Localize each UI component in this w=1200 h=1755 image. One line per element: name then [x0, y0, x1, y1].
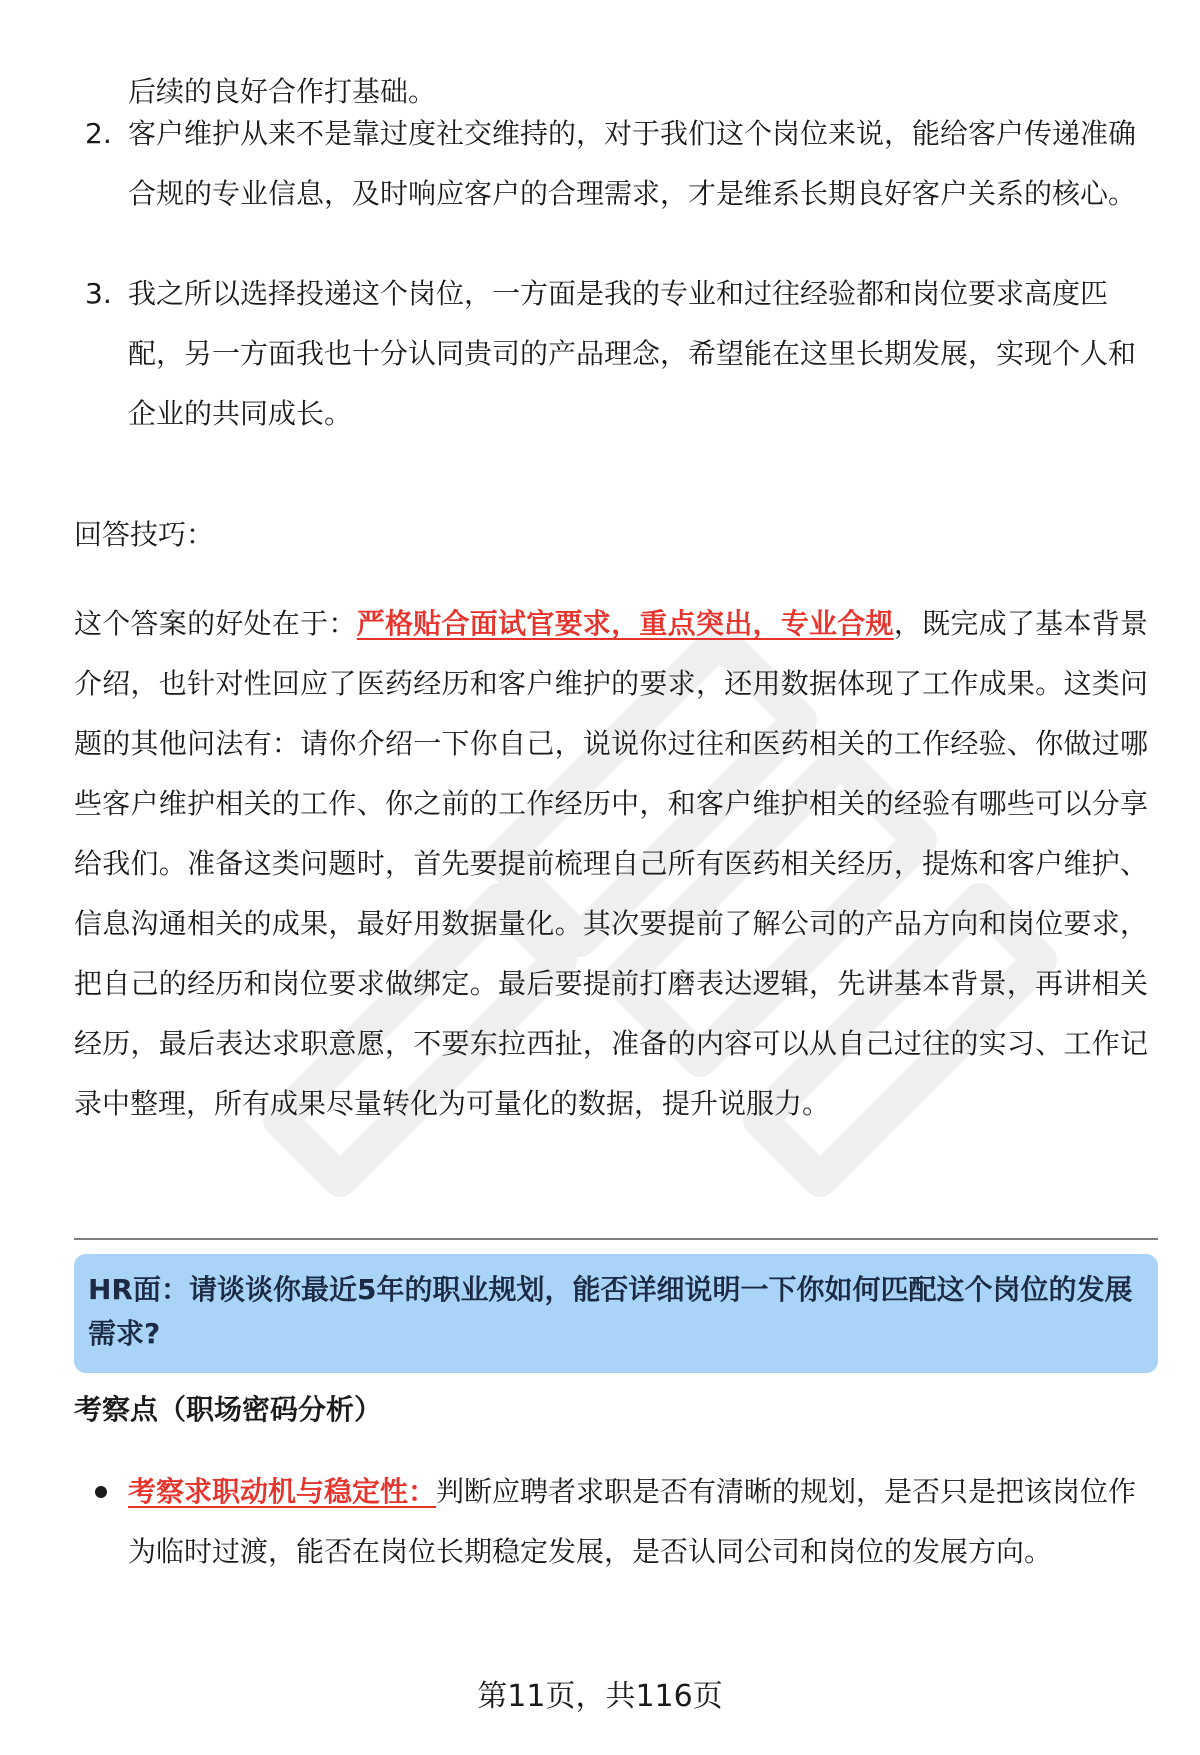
list-item-number: 2. [85, 117, 112, 150]
tips-paragraph [74, 594, 1148, 1134]
list-item-text: 客户维护从来不是靠过度社交维持的，对于我们这个岗位来说，能给客户传递准确合规的专业信息，及时响应客户的合理需求，才是维系长期良好客户关系的核心。 [128, 117, 1137, 210]
hr-question-text: HR面：请谈谈你最近5年的职业规划，能否详细说明一下你如何匹配这个岗位的发展需求? [88, 1273, 1133, 1350]
bullet-dot-icon [95, 1486, 107, 1498]
page-footer: 第11页，共116页 [477, 1679, 723, 1714]
bullet-lead: 考察求职动机与稳定性： [128, 1475, 437, 1508]
list-item-text: 我之所以选择投递这个岗位，一方面是我的专业和过往经验都和岗位要求高度匹配，另一方面我也十分认同贵司的产品理念，希望能在这里长期发展，实现个人和企业的共同成长。 [128, 277, 1137, 430]
tips-highlight: 严格贴合面试官要求，重点突出，专业合规 [356, 607, 894, 640]
bullet-body: 判断应聘者求职是否有清晰的规划，是否只是把该岗位作为临时过渡，能否在岗位长期稳定发展，是否认同公司和岗位的发展方向。 [128, 1475, 1137, 1568]
tips-body: ，既完成了基本背景介绍，也针对性回应了医药经历和客户维护的要求，还用数据体现了工作成果。这类问题的其他问法有：请你介绍一下你自己，说说你过往和医药相关的工作经验、你做过哪些客户维护相关的工作、你之前的工作经历中，和客户维护相关的经验有哪些可以分享给我们。准备这类问题时，首先要提前梳理自己所有医药相关经历，提炼和客户维护、信息沟通相关的成果，最好用数据量化。其次要提前了解公司的产品方向和岗位要求，把自己的经历和岗位要求做绑定。最后要提前打磨表达逻辑，先讲基本背景，再讲相关经历，最后表达求职意愿，不要东拉西扯，准备的内容可以从自己过往的实习、工作记录中整理，所有成果尽量转化为可量化的数据，提升说服力。 [74, 607, 1148, 1120]
list-item-number: 3. [85, 277, 112, 310]
tips-intro: 这个答案的好处在于： [74, 607, 357, 640]
list-item-continuation: 后续的良好合作打基础。 [128, 75, 437, 108]
hr-question-box [74, 1254, 1158, 1373]
tips-heading: 回答技巧： [74, 518, 215, 551]
analysis-section-title: 考察点（职场密码分析） [74, 1393, 383, 1426]
section-divider [74, 1238, 1158, 1240]
bullet-text [128, 1462, 1148, 1582]
